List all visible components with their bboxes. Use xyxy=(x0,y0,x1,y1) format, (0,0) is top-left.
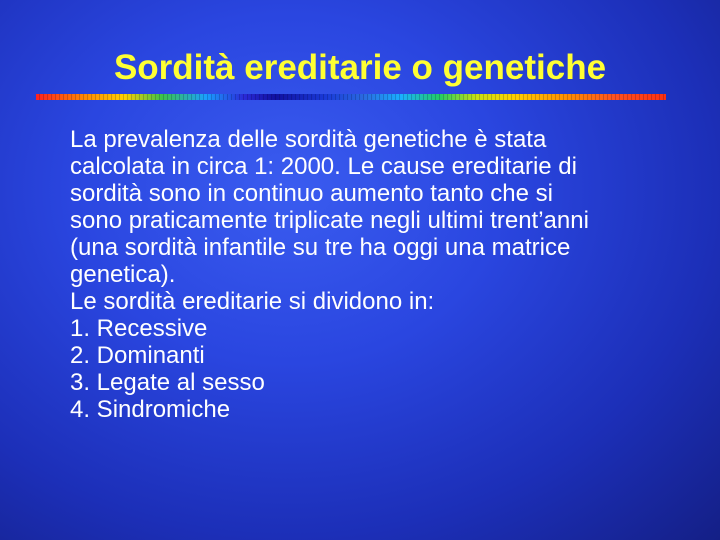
paragraph-line: (una sordità infantile su tre ha oggi una matrice xyxy=(70,234,571,261)
list-intro: Le sordità ereditarie si dividono in: xyxy=(70,288,435,315)
paragraph-line: calcolata in circa 1: 2000. Le cause ereditarie di xyxy=(70,153,577,180)
list-item: 1. Recessive xyxy=(70,315,208,342)
rainbow-divider-ticks xyxy=(36,94,666,100)
slide-body xyxy=(70,126,700,423)
list-item: 4. Sindromiche xyxy=(70,396,231,423)
paragraph-line: La prevalenza delle sordità genetiche è stata xyxy=(70,126,547,153)
slide-title: Sordità ereditarie o genetiche xyxy=(113,48,607,87)
deafness-types-list xyxy=(70,315,700,423)
list-item: 3. Legate al sesso xyxy=(70,369,265,396)
paragraph-line: genetica). xyxy=(70,261,176,288)
list-item: 2. Dominanti xyxy=(70,342,205,369)
paragraph-line: sordità sono in continuo aumento tanto che si xyxy=(70,180,553,207)
paragraph-line: sono praticamente triplicate negli ultimi trent’anni xyxy=(70,207,589,234)
